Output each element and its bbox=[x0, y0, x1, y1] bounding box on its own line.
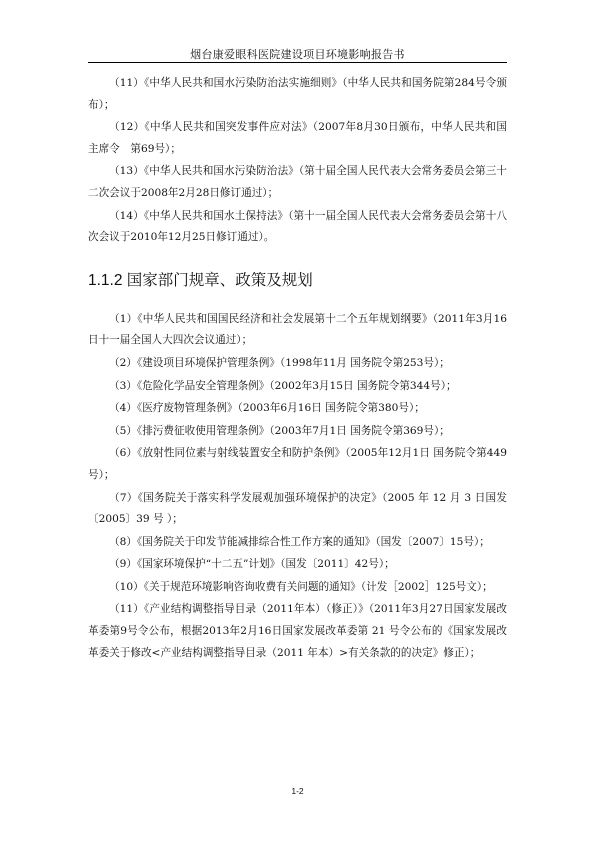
regulation-item: （8）《国务院关于印发节能减排综合性工作方案的通知》（国发〔2007〕15号）； bbox=[109, 535, 490, 548]
law-item: （11）《中华人民共和国水污染防治法实施细则》（中华人民共和国务院第284号令颁布）； bbox=[88, 77, 507, 111]
law-item: （12）《中华人民共和国突发事件应对法》（2007年8月30日颁布，中华人民共和国主席令 第69号）； bbox=[88, 121, 507, 155]
regulation-item: （2）《建设项目环境保护管理条例》（1998年11月 国务院令第253号）； bbox=[109, 356, 450, 369]
regulation-item: （11）《产业结构调整指导目录（2011年本）（修正）》（2011年3月27日国家发展改革委第9号令公布，根据2013年2月16日国家发展改革委第 21 号令公布的《国家发展改革委关于修改<产业结构调整指导目录（2011 年本）>有关条款的的决定》修正）； bbox=[88, 603, 507, 659]
header-divider bbox=[88, 62, 507, 63]
law-item: （13）《中华人民共和国水污染防治法》（第十届全国人民代表大会常务委员会第三十二次会议于2008年2月28日修订通过）； bbox=[88, 165, 507, 199]
regulation-item: （7）《国务院关于落实科学发展观加强环境保护的决定》（2005 年 12 月 3 日国发〔2005〕39 号 ）； bbox=[88, 491, 507, 526]
document-body bbox=[88, 73, 507, 665]
section-heading: 1.1.2 国家部门规章、政策及规划 bbox=[88, 271, 313, 289]
regulation-item: （4）《医疗废物管理条例》（2003年6月16日 国务院令第380号）； bbox=[109, 402, 425, 415]
regulation-item: （6）《放射性同位素与射线装置安全和防护条例》（2005年12月1日 国务院令第449号）； bbox=[88, 447, 507, 481]
regulation-item: （5）《排污费征收使用管理条例》（2003年7月1日 国务院令第369号）； bbox=[109, 424, 450, 437]
regulation-item: （10）《关于规范环境影响咨询收费有关问题的通知》（计发［2002］125号文）； bbox=[109, 580, 493, 593]
page-number: 1-2 bbox=[291, 786, 304, 796]
law-item: （14）《中华人民共和国水土保持法》（第十一届全国人民代表大会常务委员会第十八次会议于2010年12月25日修订通过）。 bbox=[88, 209, 507, 244]
regulation-item: （9）《国家环境保护“十二五”计划》（国发〔2011〕42号）； bbox=[109, 558, 395, 571]
regulation-item: （1）《中华人民共和国国民经济和社会发展第十二个五年规划纲要》（2011年3月16日十一届全国人大四次会议通过）； bbox=[88, 312, 507, 347]
page-header: 烟台康爱眼科医院建设项目环境影响报告书 bbox=[190, 48, 405, 61]
regulation-item: （3）《危险化学品安全管理条例》（2002年3月15日 国务院令第344号）； bbox=[109, 379, 457, 392]
